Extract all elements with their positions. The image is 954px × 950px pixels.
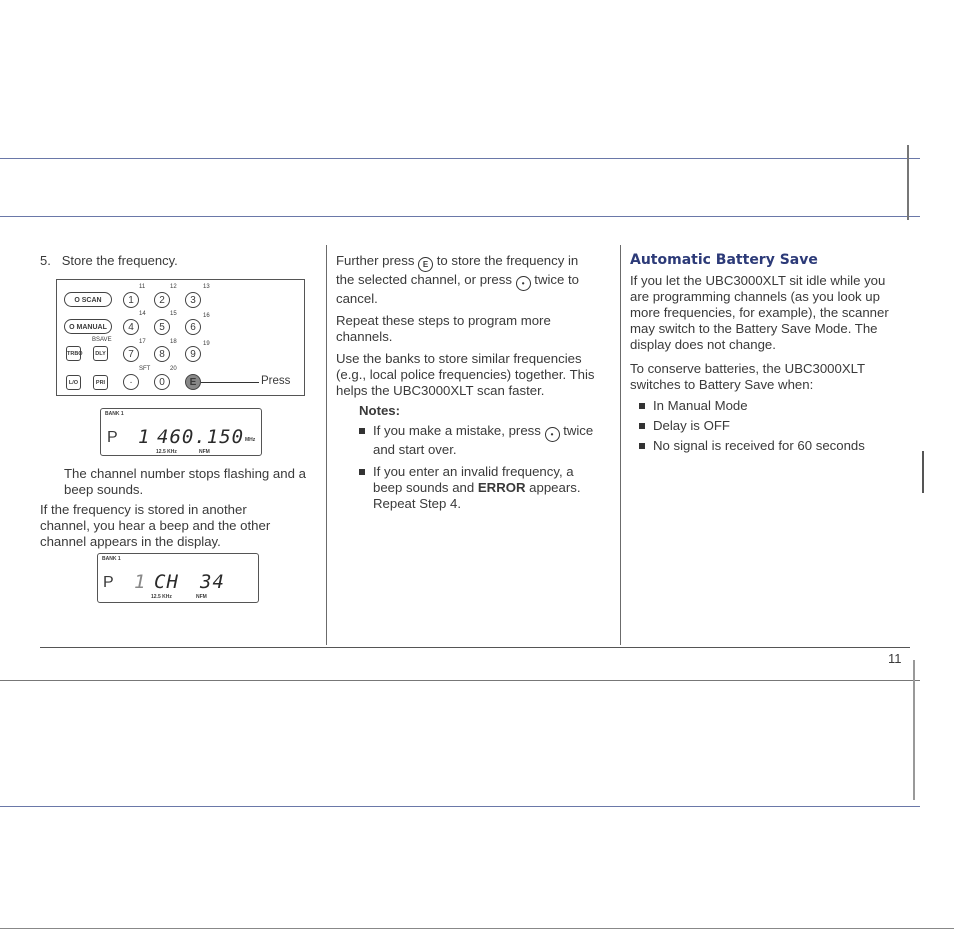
lcd-ch-text: CH bbox=[154, 571, 179, 593]
mid-rule-2 bbox=[0, 806, 920, 807]
key-8: 8 bbox=[154, 346, 170, 362]
key-5: 5 bbox=[154, 319, 170, 335]
top-rule-2 bbox=[0, 216, 920, 217]
sup-13: 13 bbox=[203, 284, 210, 290]
lcd-bank-label: BANK 1 bbox=[105, 411, 124, 417]
column-divider-2 bbox=[620, 245, 621, 645]
key-6: 6 bbox=[185, 319, 201, 335]
lcd-p: P bbox=[107, 429, 118, 446]
further-press-b: to store the frequency in the selected channel, or press bbox=[336, 253, 579, 287]
key-1: 1 bbox=[123, 292, 139, 308]
lcd-bank-label-2: BANK 1 bbox=[102, 556, 121, 562]
bullet-item bbox=[639, 418, 905, 434]
sup-19: 19 bbox=[203, 341, 210, 347]
right-column bbox=[630, 252, 905, 454]
key-2: 2 bbox=[154, 292, 170, 308]
lcd-step-2: 12.5 KHz bbox=[151, 594, 172, 600]
bullet-square-icon bbox=[639, 443, 645, 449]
further-press-a: Further press bbox=[336, 253, 415, 268]
note-2 bbox=[359, 464, 596, 512]
notes-block bbox=[359, 403, 596, 512]
bullet-square-icon bbox=[359, 428, 365, 434]
step-5 bbox=[40, 253, 178, 268]
lcd-unit: MHz bbox=[245, 437, 256, 443]
key-9: 9 bbox=[185, 346, 201, 362]
bullet-text: Delay is OFF bbox=[653, 418, 730, 433]
middle-column bbox=[336, 253, 596, 512]
dly-key: DLY bbox=[93, 346, 108, 361]
key-4: 4 bbox=[123, 319, 139, 335]
page-number: 11 bbox=[888, 651, 902, 666]
bsave-label: BSAVE bbox=[92, 337, 112, 343]
column-divider-1 bbox=[326, 245, 327, 645]
sup-12: 12 bbox=[170, 284, 177, 290]
keypad-illustration bbox=[56, 279, 305, 396]
bullet-square-icon bbox=[639, 403, 645, 409]
sup-15: 15 bbox=[170, 311, 177, 317]
lcd-p-2: P bbox=[103, 574, 114, 591]
note-2-b: appears. Repeat Step 4. bbox=[373, 480, 581, 511]
key-0: 0 bbox=[154, 374, 170, 390]
text-stored-another: If the frequency is stored in another channel, you hear a beep and the other channel appears in the display. bbox=[40, 502, 271, 549]
section-title: Automatic Battery Save bbox=[630, 252, 818, 268]
edge-mark-1 bbox=[907, 145, 909, 220]
sup-16: 16 bbox=[203, 313, 210, 319]
bullet-item bbox=[639, 438, 905, 454]
note-2-a: If you enter an invalid frequency, a beep sounds and bbox=[373, 464, 574, 495]
lcd-step: 12.5 KHz bbox=[156, 449, 177, 455]
bottom-rule bbox=[0, 928, 954, 929]
trbo-key: TRBO bbox=[66, 346, 81, 361]
dot-key-icon: • bbox=[545, 427, 560, 442]
note-1-a: If you make a mistake, press bbox=[373, 423, 541, 438]
bullet-square-icon bbox=[359, 469, 365, 475]
key-dot: · bbox=[123, 374, 139, 390]
lcd-mode: NFM bbox=[199, 449, 210, 455]
sup-20: 20 bbox=[170, 366, 177, 372]
battery-paragraph-1: If you let the UBC3000XLT sit idle while you are programming channels (as you look up more frequencies, for example), the scanner may switch to the Battery Save Mode. The display does not change. bbox=[630, 273, 889, 352]
lcd-mode-2: NFM bbox=[196, 594, 207, 600]
repeat-steps-paragraph: Repeat these steps to program more channels. bbox=[336, 313, 551, 344]
edge-mark-2 bbox=[922, 451, 924, 493]
further-press-paragraph bbox=[336, 253, 596, 307]
sup-11: 11 bbox=[139, 284, 146, 290]
note-2-bold: ERROR bbox=[477, 480, 526, 495]
mid-rule-1 bbox=[0, 680, 920, 681]
bullet-text: In Manual Mode bbox=[653, 398, 748, 413]
bullet-item bbox=[639, 398, 905, 414]
manual-key: O MANUAL bbox=[64, 319, 112, 334]
footer-rule bbox=[40, 647, 910, 648]
sft-label: SFT bbox=[139, 366, 151, 372]
battery-paragraph-2: To conserve batteries, the UBC3000XLT switches to Battery Save when: bbox=[630, 361, 865, 392]
key-7: 7 bbox=[123, 346, 139, 362]
note-1 bbox=[359, 423, 596, 458]
step-number: 5. bbox=[40, 253, 51, 268]
sup-17: 17 bbox=[139, 339, 146, 345]
sup-14: 14 bbox=[139, 311, 146, 317]
pri-key: PRI bbox=[93, 375, 108, 390]
lcd-display-channel bbox=[97, 553, 259, 603]
scan-key: O SCAN bbox=[64, 292, 112, 307]
step-label: Store the frequency. bbox=[61, 253, 178, 268]
lcd-channel: 1 bbox=[138, 426, 151, 448]
press-label: Press bbox=[261, 375, 291, 387]
press-pointer-line bbox=[201, 382, 259, 383]
battery-bullets bbox=[639, 398, 905, 454]
lcd-channel-2: 1 bbox=[134, 571, 147, 593]
e-key-icon: E bbox=[418, 257, 433, 272]
lcd-frequency: 460.150 bbox=[157, 426, 245, 448]
key-e: E bbox=[185, 374, 201, 390]
use-banks-paragraph: Use the banks to store similar frequencies (e.g., local police frequencies) together. This helps the UBC3000XLT scan faster. bbox=[336, 351, 595, 398]
sup-18: 18 bbox=[170, 339, 177, 345]
edge-mark-3 bbox=[913, 660, 915, 800]
notes-title: Notes: bbox=[359, 403, 401, 418]
lcd-ch-number: 34 bbox=[200, 571, 225, 593]
further-press-c: twice to cancel. bbox=[336, 272, 580, 306]
lcd-display-frequency bbox=[100, 408, 262, 456]
lo-key: L/O bbox=[66, 375, 81, 390]
bullet-text: No signal is received for 60 seconds bbox=[653, 438, 865, 453]
dot-key-icon: • bbox=[516, 276, 531, 291]
text-stops-flashing: The channel number stops flashing and a beep sounds. bbox=[64, 466, 306, 497]
key-3: 3 bbox=[185, 292, 201, 308]
top-rule-1 bbox=[0, 158, 920, 159]
note-1-b: twice and start over. bbox=[373, 423, 594, 457]
bullet-square-icon bbox=[639, 423, 645, 429]
